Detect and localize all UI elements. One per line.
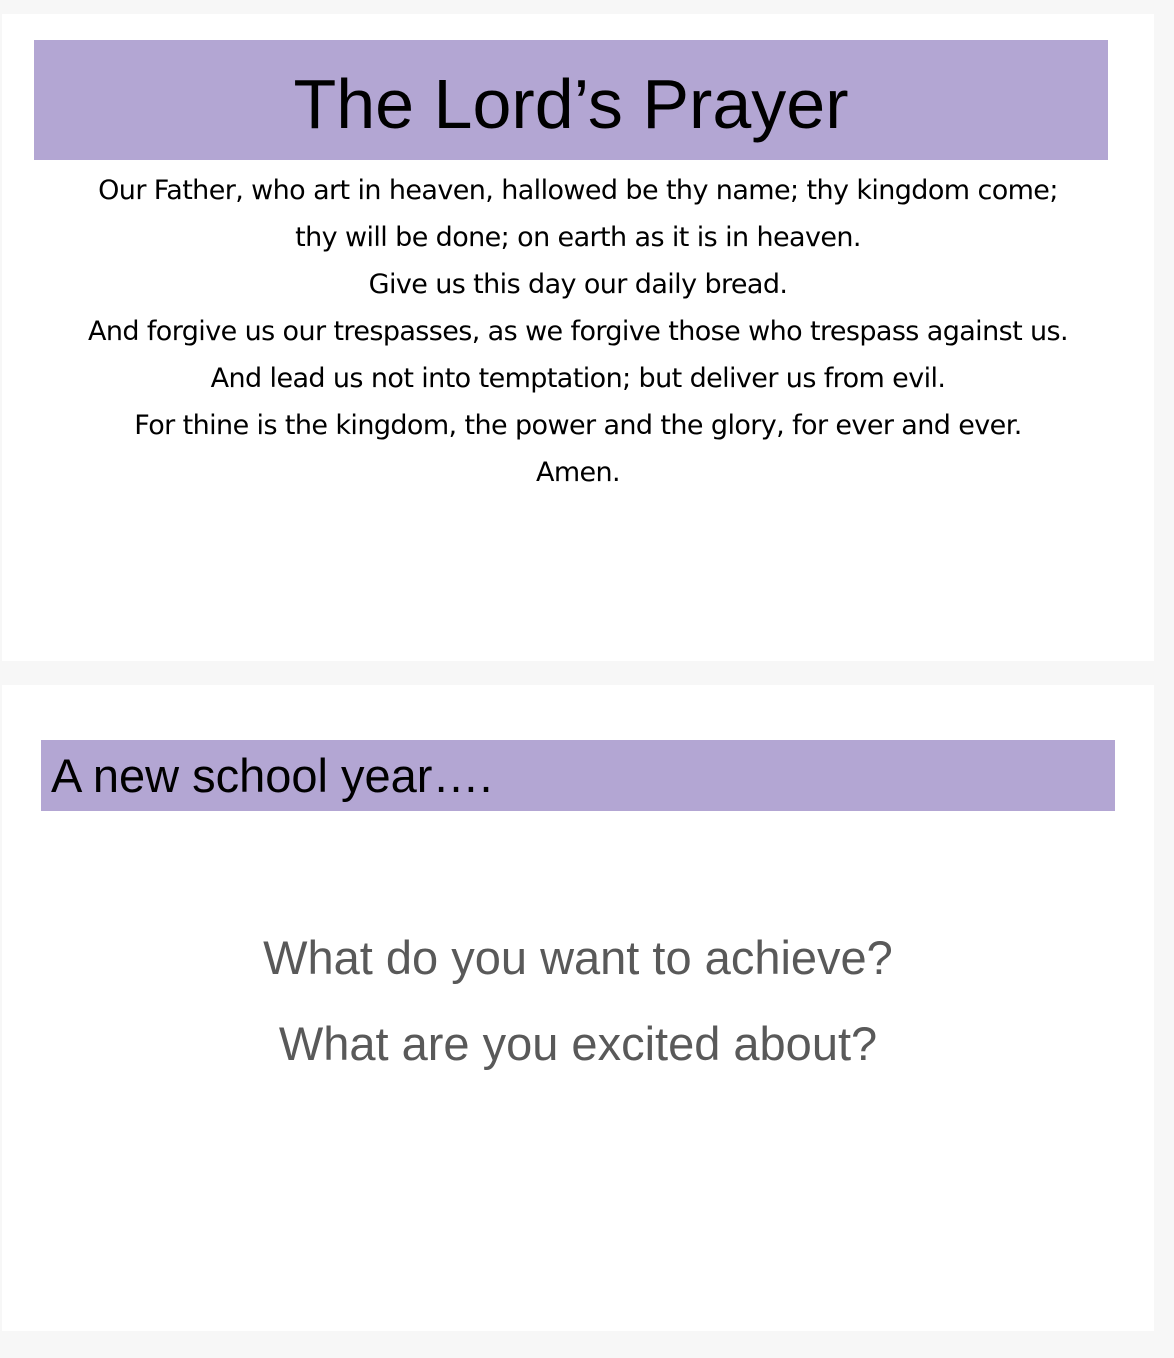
title-banner: [41, 740, 1115, 811]
slide-lords-prayer: [2, 14, 1154, 661]
question-list: [2, 915, 1154, 1087]
slide-new-school-year: [2, 685, 1154, 1331]
slide-title: A new school year….: [51, 749, 493, 802]
prayer-line: And forgive us our trespasses, as we forgive those who trespass against us.: [88, 316, 1068, 347]
prayer-line: Amen.: [535, 457, 621, 488]
prayer-text: [2, 167, 1154, 496]
prayer-line: For thine is the kingdom, the power and the glory, for ever and ever.: [134, 410, 1022, 441]
prayer-line: And lead us not into temptation; but deliver us from evil.: [210, 363, 946, 394]
question-text: What are you excited about?: [278, 1017, 878, 1070]
prayer-line: thy will be done; on earth as it is in heaven.: [295, 222, 861, 253]
prayer-line: Give us this day our daily bread.: [368, 269, 788, 300]
slide-title: The Lord’s Prayer: [293, 65, 849, 143]
title-banner: [34, 40, 1108, 160]
question-text: What do you want to achieve?: [263, 931, 893, 984]
prayer-line: Our Father, who art in heaven, hallowed be thy name; thy kingdom come;: [98, 175, 1058, 206]
